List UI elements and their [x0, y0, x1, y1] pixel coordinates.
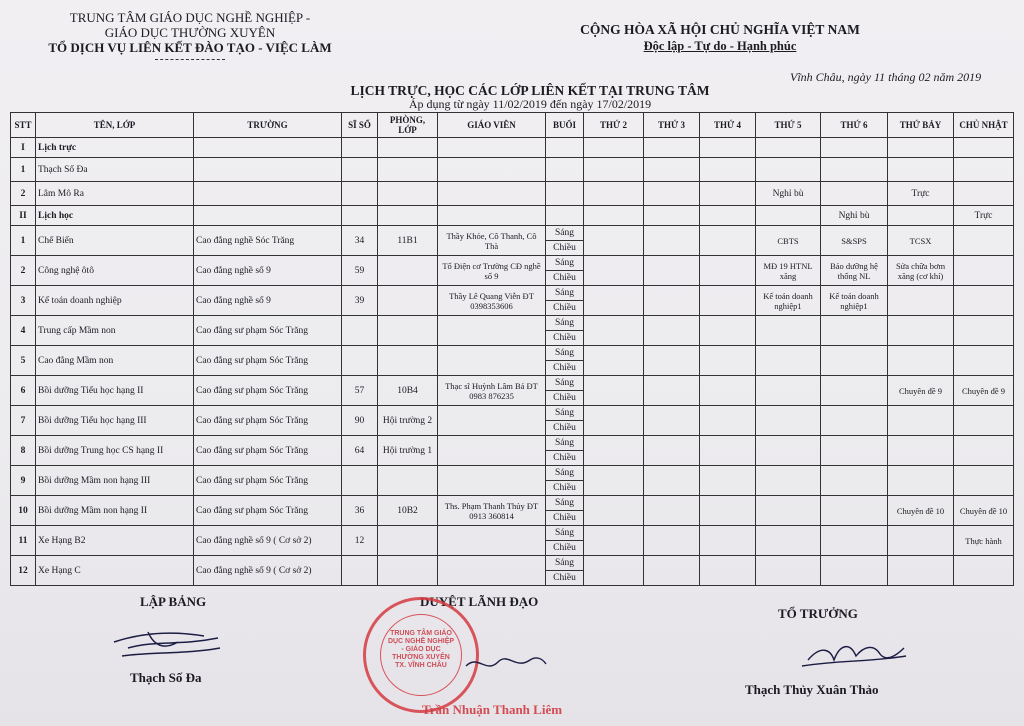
prepared-by-label: LẬP BẢNG	[140, 594, 207, 609]
row-teacher	[438, 526, 546, 556]
col-thu4: THỨ 4	[700, 113, 756, 138]
col-ten-lop: TÊN, LỚP	[36, 113, 194, 138]
day-cell-thu7	[888, 316, 954, 346]
row-room: 10B4	[378, 376, 438, 406]
day-cell-thu7	[888, 436, 954, 466]
day-cell-thu6	[821, 316, 888, 346]
session-afternoon: Chiều	[546, 331, 584, 346]
prepared-by-name: Thạch Số Đa	[130, 670, 202, 685]
day-cell-thu3	[644, 182, 700, 206]
day-cell-thu4	[700, 346, 756, 376]
day-cell-thu5	[756, 436, 821, 466]
col-phong-lop: PHÒNG, LỚP	[378, 113, 438, 138]
day-cell-thu6	[821, 138, 888, 158]
row-name: Xe Hạng C	[36, 556, 194, 586]
approver-label: DUYỆT LÃNH ĐẠO	[420, 594, 539, 609]
day-cell-thu6	[821, 526, 888, 556]
session-afternoon: Chiều	[546, 421, 584, 436]
section-row	[11, 206, 1014, 226]
session-afternoon: Chiều	[546, 541, 584, 556]
session-afternoon: Chiều	[546, 241, 584, 256]
row-name: Lâm Mô Ra	[36, 182, 194, 206]
day-cell-thu4	[700, 466, 756, 496]
row-name: Chế Biến	[36, 226, 194, 256]
table-row	[11, 376, 1014, 391]
row-teacher: Thạc sĩ Huỳnh Lâm Bá ĐT 0983 876235	[438, 376, 546, 406]
day-cell-thu2	[584, 316, 644, 346]
row-count: 36	[342, 496, 378, 526]
row-school: Cao đẳng sư phạm Sóc Trăng	[194, 466, 342, 496]
row-school: Cao đẳng nghề số 9	[194, 286, 342, 316]
prepared-by-signature	[108, 612, 228, 662]
row-name: Cao đẳng Mầm non	[36, 346, 194, 376]
day-cell-thu2	[584, 466, 644, 496]
session-morning: Sáng	[546, 316, 584, 331]
day-cell-thu6: Kế toán doanh nghiệp1	[821, 286, 888, 316]
row-stt: 1	[11, 158, 36, 182]
table-row	[11, 556, 1014, 571]
row-stt: 9	[11, 466, 36, 496]
row-count: 90	[342, 406, 378, 436]
day-cell-thu4	[700, 158, 756, 182]
col-giao-vien: GIÁO VIÊN	[438, 113, 546, 138]
section-stt: I	[11, 138, 36, 158]
day-cell-thu5: Nghỉ bù	[756, 182, 821, 206]
day-cell-thu4	[700, 182, 756, 206]
row-name: Bồi dưỡng Mầm non hạng II	[36, 496, 194, 526]
row-count	[342, 346, 378, 376]
day-cell-thu3	[644, 376, 700, 406]
col-thu5: THỨ 5	[756, 113, 821, 138]
row-school: Cao đẳng nghề số 9	[194, 256, 342, 286]
section-name: Lịch học	[36, 206, 194, 226]
row-teacher: Ths. Phạm Thanh Thủy ĐT 0913 360814	[438, 496, 546, 526]
day-cell-thu2	[584, 496, 644, 526]
table-cell	[194, 182, 342, 206]
row-stt: 3	[11, 286, 36, 316]
row-school: Cao đẳng nghề số 9 ( Cơ sở 2)	[194, 526, 342, 556]
day-cell-thu5	[756, 526, 821, 556]
day-cell-thu7	[888, 286, 954, 316]
day-cell-thu3	[644, 466, 700, 496]
row-room: 11B1	[378, 226, 438, 256]
row-stt: 5	[11, 346, 36, 376]
day-cell-thu5	[756, 556, 821, 586]
day-cell-cn	[954, 406, 1014, 436]
table-row	[11, 226, 1014, 241]
day-cell-thu3	[644, 406, 700, 436]
day-cell-cn: Chuyên đề 10	[954, 496, 1014, 526]
day-cell-thu3	[644, 206, 700, 226]
session-morning: Sáng	[546, 556, 584, 571]
header-divider	[155, 55, 225, 60]
row-room	[378, 256, 438, 286]
table-cell	[378, 138, 438, 158]
day-cell-thu4	[700, 406, 756, 436]
team-lead-signature	[800, 626, 910, 676]
day-cell-thu3	[644, 316, 700, 346]
col-thu6: THỨ 6	[821, 113, 888, 138]
approver-signature	[460, 640, 550, 680]
table-row	[11, 316, 1014, 331]
day-cell-thu4	[700, 316, 756, 346]
table-cell	[546, 158, 584, 182]
day-cell-thu4	[700, 526, 756, 556]
team-lead-name: Thạch Thủy Xuân Thảo	[745, 682, 879, 697]
row-teacher	[438, 466, 546, 496]
day-cell-thu7	[888, 526, 954, 556]
table-row	[11, 406, 1014, 421]
agency-line2: GIÁO DỤC THƯỜNG XUYÊN	[104, 25, 276, 40]
row-teacher	[438, 316, 546, 346]
row-teacher	[438, 556, 546, 586]
day-cell-thu5	[756, 138, 821, 158]
day-cell-thu5	[756, 496, 821, 526]
row-stt: 2	[11, 182, 36, 206]
session-morning: Sáng	[546, 226, 584, 241]
table-cell	[194, 138, 342, 158]
team-lead-label: TỔ TRƯỞNG	[778, 606, 858, 621]
day-cell-thu3	[644, 556, 700, 586]
table-cell	[546, 206, 584, 226]
table-row	[11, 346, 1014, 361]
day-cell-thu7	[888, 138, 954, 158]
day-cell-thu7: Trực	[888, 182, 954, 206]
day-cell-thu2	[584, 138, 644, 158]
day-cell-cn	[954, 316, 1014, 346]
day-cell-cn	[954, 226, 1014, 256]
day-cell-thu4	[700, 138, 756, 158]
table-cell	[546, 138, 584, 158]
table-row	[11, 158, 1014, 182]
document-date: Vĩnh Châu, ngày 11 tháng 02 năm 2019	[790, 70, 982, 84]
day-cell-thu6	[821, 496, 888, 526]
col-si-so: SĨ SỐ	[342, 113, 378, 138]
table-cell	[546, 182, 584, 206]
day-cell-thu2	[584, 226, 644, 256]
day-cell-cn	[954, 346, 1014, 376]
day-cell-cn: Thực hành	[954, 526, 1014, 556]
row-stt: 6	[11, 376, 36, 406]
day-cell-thu6: Nghỉ bù	[821, 206, 888, 226]
row-room	[378, 526, 438, 556]
session-morning: Sáng	[546, 256, 584, 271]
table-cell	[438, 158, 546, 182]
day-cell-thu4	[700, 206, 756, 226]
table-cell	[378, 158, 438, 182]
day-cell-thu2	[584, 206, 644, 226]
day-cell-thu4	[700, 286, 756, 316]
day-cell-thu7	[888, 466, 954, 496]
row-name: Công nghệ ôtô	[36, 256, 194, 286]
day-cell-thu3	[644, 138, 700, 158]
session-morning: Sáng	[546, 376, 584, 391]
row-stt: 1	[11, 226, 36, 256]
table-row	[11, 526, 1014, 541]
session-afternoon: Chiều	[546, 451, 584, 466]
row-teacher	[438, 436, 546, 466]
col-stt: STT	[11, 113, 36, 138]
day-cell-thu3	[644, 286, 700, 316]
row-count	[342, 316, 378, 346]
row-stt: 8	[11, 436, 36, 466]
day-cell-thu4	[700, 376, 756, 406]
row-teacher: Tổ Điện cơ Trường CĐ nghề số 9	[438, 256, 546, 286]
session-morning: Sáng	[546, 436, 584, 451]
session-afternoon: Chiều	[546, 361, 584, 376]
day-cell-thu3	[644, 496, 700, 526]
row-name: Bồi dưỡng Trung học CS hạng II	[36, 436, 194, 466]
day-cell-cn	[954, 466, 1014, 496]
day-cell-thu7	[888, 346, 954, 376]
row-name: Bồi dưỡng Tiểu học hạng II	[36, 376, 194, 406]
row-room	[378, 556, 438, 586]
row-count: 57	[342, 376, 378, 406]
day-cell-thu2	[584, 436, 644, 466]
day-cell-thu5: MĐ 19 HTNL xăng	[756, 256, 821, 286]
table-cell	[342, 182, 378, 206]
day-cell-thu3	[644, 436, 700, 466]
session-morning: Sáng	[546, 406, 584, 421]
day-cell-thu3	[644, 158, 700, 182]
day-cell-thu3	[644, 256, 700, 286]
day-cell-thu4	[700, 436, 756, 466]
document-subtitle: Áp dụng từ ngày 11/02/2019 đến ngày 17/02/2019	[408, 97, 652, 111]
session-morning: Sáng	[546, 346, 584, 361]
row-school: Cao đẳng sư phạm Sóc Trăng	[194, 406, 342, 436]
row-count: 59	[342, 256, 378, 286]
day-cell-thu2	[584, 556, 644, 586]
row-count	[342, 556, 378, 586]
session-afternoon: Chiều	[546, 571, 584, 586]
day-cell-thu2	[584, 376, 644, 406]
agency-line3: TỔ DỊCH VỤ LIÊN KẾT ĐÀO TẠO - VIỆC LÀM	[48, 40, 332, 55]
day-cell-thu4	[700, 556, 756, 586]
day-cell-thu7: Chuyên đề 9	[888, 376, 954, 406]
day-cell-cn	[954, 158, 1014, 182]
table-row	[11, 436, 1014, 451]
day-cell-thu6	[821, 406, 888, 436]
row-school: Cao đẳng sư phạm Sóc Trăng	[194, 436, 342, 466]
table-row	[11, 256, 1014, 271]
row-teacher: Thầy Khỏe, Cô Thanh, Cô Thà	[438, 226, 546, 256]
day-cell-thu5: Kế toán doanh nghiệp1	[756, 286, 821, 316]
row-room: Hội trường 2	[378, 406, 438, 436]
day-cell-thu2	[584, 526, 644, 556]
table-row	[11, 286, 1014, 301]
table-cell	[438, 206, 546, 226]
day-cell-cn	[954, 286, 1014, 316]
day-cell-cn	[954, 436, 1014, 466]
day-cell-thu4	[700, 256, 756, 286]
table-cell	[438, 182, 546, 206]
day-cell-thu7	[888, 556, 954, 586]
table-row	[11, 182, 1014, 206]
section-stt: II	[11, 206, 36, 226]
day-cell-thu7	[888, 206, 954, 226]
day-cell-cn: Chuyên đề 9	[954, 376, 1014, 406]
session-morning: Sáng	[546, 496, 584, 511]
row-school: Cao đẳng sư phạm Sóc Trăng	[194, 346, 342, 376]
national-motto: Độc lập - Tự do - Hạnh phúc	[643, 39, 797, 53]
day-cell-cn	[954, 138, 1014, 158]
document-title: LỊCH TRỰC, HỌC CÁC LỚP LIÊN KẾT TẠI TRUNG TÂM	[350, 83, 710, 98]
session-afternoon: Chiều	[546, 481, 584, 496]
session-afternoon: Chiều	[546, 301, 584, 316]
day-cell-thu7: Chuyên đề 10	[888, 496, 954, 526]
day-cell-thu2	[584, 182, 644, 206]
session-morning: Sáng	[546, 286, 584, 301]
row-stt: 11	[11, 526, 36, 556]
row-school: Cao đẳng sư phạm Sóc Trăng	[194, 496, 342, 526]
day-cell-thu2	[584, 256, 644, 286]
row-room	[378, 466, 438, 496]
agency-line1: TRUNG TÂM GIÁO DỤC NGHỀ NGHIỆP -	[69, 10, 311, 25]
day-cell-thu7	[888, 158, 954, 182]
day-cell-cn	[954, 256, 1014, 286]
table-cell	[194, 158, 342, 182]
day-cell-thu5	[756, 158, 821, 182]
day-cell-thu6	[821, 158, 888, 182]
table-cell	[342, 206, 378, 226]
row-stt: 7	[11, 406, 36, 436]
row-count	[342, 466, 378, 496]
day-cell-thu2	[584, 286, 644, 316]
row-teacher: Thầy Lê Quang Viễn ĐT 0398353606	[438, 286, 546, 316]
row-stt: 2	[11, 256, 36, 286]
col-thu7: THỨ BẢY	[888, 113, 954, 138]
row-school: Cao đẳng sư phạm Sóc Trăng	[194, 376, 342, 406]
day-cell-thu6	[821, 182, 888, 206]
table-cell	[378, 206, 438, 226]
row-school: Cao đẳng sư phạm Sóc Trăng	[194, 316, 342, 346]
table-header-row	[11, 113, 1014, 138]
day-cell-thu3	[644, 226, 700, 256]
day-cell-thu7: TCSX	[888, 226, 954, 256]
table-cell	[438, 138, 546, 158]
row-name: Bồi dưỡng Tiểu học hạng III	[36, 406, 194, 436]
row-count: 39	[342, 286, 378, 316]
national-title: CỘNG HÒA XÃ HỘI CHỦ NGHĨA VIỆT NAM	[580, 22, 860, 37]
row-room	[378, 316, 438, 346]
row-name: Kế toán doanh nghiệp	[36, 286, 194, 316]
day-cell-thu2	[584, 158, 644, 182]
day-cell-thu2	[584, 346, 644, 376]
row-name: Thạch Số Đa	[36, 158, 194, 182]
day-cell-thu5	[756, 376, 821, 406]
row-count: 12	[342, 526, 378, 556]
table-row	[11, 466, 1014, 481]
day-cell-thu6: Bảo dưỡng hệ thống NL	[821, 256, 888, 286]
schedule-table	[10, 112, 1014, 586]
col-buoi: BUỔI	[546, 113, 584, 138]
table-cell	[342, 138, 378, 158]
day-cell-thu3	[644, 526, 700, 556]
session-afternoon: Chiều	[546, 391, 584, 406]
row-stt: 4	[11, 316, 36, 346]
col-truong: TRƯỜNG	[194, 113, 342, 138]
day-cell-thu6	[821, 346, 888, 376]
national-header	[520, 22, 920, 54]
stamp-text: TRUNG TÂM GIÁO DỤC NGHỀ NGHIỆP - GIÁO DỤC THƯỜNG XUYÊN TX. VĨNH CHÂU	[387, 630, 455, 669]
day-cell-thu2	[584, 406, 644, 436]
day-cell-thu5	[756, 406, 821, 436]
section-row	[11, 138, 1014, 158]
day-cell-thu6	[821, 376, 888, 406]
session-afternoon: Chiều	[546, 271, 584, 286]
day-cell-cn	[954, 182, 1014, 206]
approver-name: Trần Nhuận Thanh Liêm	[422, 702, 563, 717]
session-morning: Sáng	[546, 526, 584, 541]
row-count: 64	[342, 436, 378, 466]
row-room: Hội trường 1	[378, 436, 438, 466]
table-row	[11, 496, 1014, 511]
table-cell	[378, 182, 438, 206]
row-teacher	[438, 346, 546, 376]
day-cell-thu6: S&SPS	[821, 226, 888, 256]
row-stt: 12	[11, 556, 36, 586]
day-cell-thu5	[756, 346, 821, 376]
row-count: 34	[342, 226, 378, 256]
day-cell-thu5	[756, 466, 821, 496]
col-thu3: THỨ 3	[644, 113, 700, 138]
day-cell-thu4	[700, 496, 756, 526]
row-teacher	[438, 406, 546, 436]
agency-header	[40, 10, 340, 60]
row-name: Trung cấp Mầm non	[36, 316, 194, 346]
day-cell-thu4	[700, 226, 756, 256]
day-cell-thu6	[821, 436, 888, 466]
row-room	[378, 346, 438, 376]
row-stt: 10	[11, 496, 36, 526]
day-cell-thu3	[644, 346, 700, 376]
day-cell-cn: Trực	[954, 206, 1014, 226]
row-room	[378, 286, 438, 316]
table-cell	[342, 158, 378, 182]
col-thu2: THỨ 2	[584, 113, 644, 138]
day-cell-thu7	[888, 406, 954, 436]
row-room: 10B2	[378, 496, 438, 526]
row-name: Xe Hạng B2	[36, 526, 194, 556]
day-cell-thu5	[756, 206, 821, 226]
row-school: Cao đẳng nghề số 9 ( Cơ sở 2)	[194, 556, 342, 586]
table-cell	[194, 206, 342, 226]
day-cell-thu5: CBTS	[756, 226, 821, 256]
section-name: Lịch trực	[36, 138, 194, 158]
row-school: Cao đẳng nghề Sóc Trăng	[194, 226, 342, 256]
day-cell-cn	[954, 556, 1014, 586]
day-cell-thu5	[756, 316, 821, 346]
day-cell-thu6	[821, 466, 888, 496]
day-cell-thu7: Sửa chữa bơm xăng (cơ khí)	[888, 256, 954, 286]
col-cn: CHỦ NHẬT	[954, 113, 1014, 138]
row-name: Bồi dưỡng Mầm non hạng III	[36, 466, 194, 496]
session-morning: Sáng	[546, 466, 584, 481]
day-cell-thu6	[821, 556, 888, 586]
session-afternoon: Chiều	[546, 511, 584, 526]
